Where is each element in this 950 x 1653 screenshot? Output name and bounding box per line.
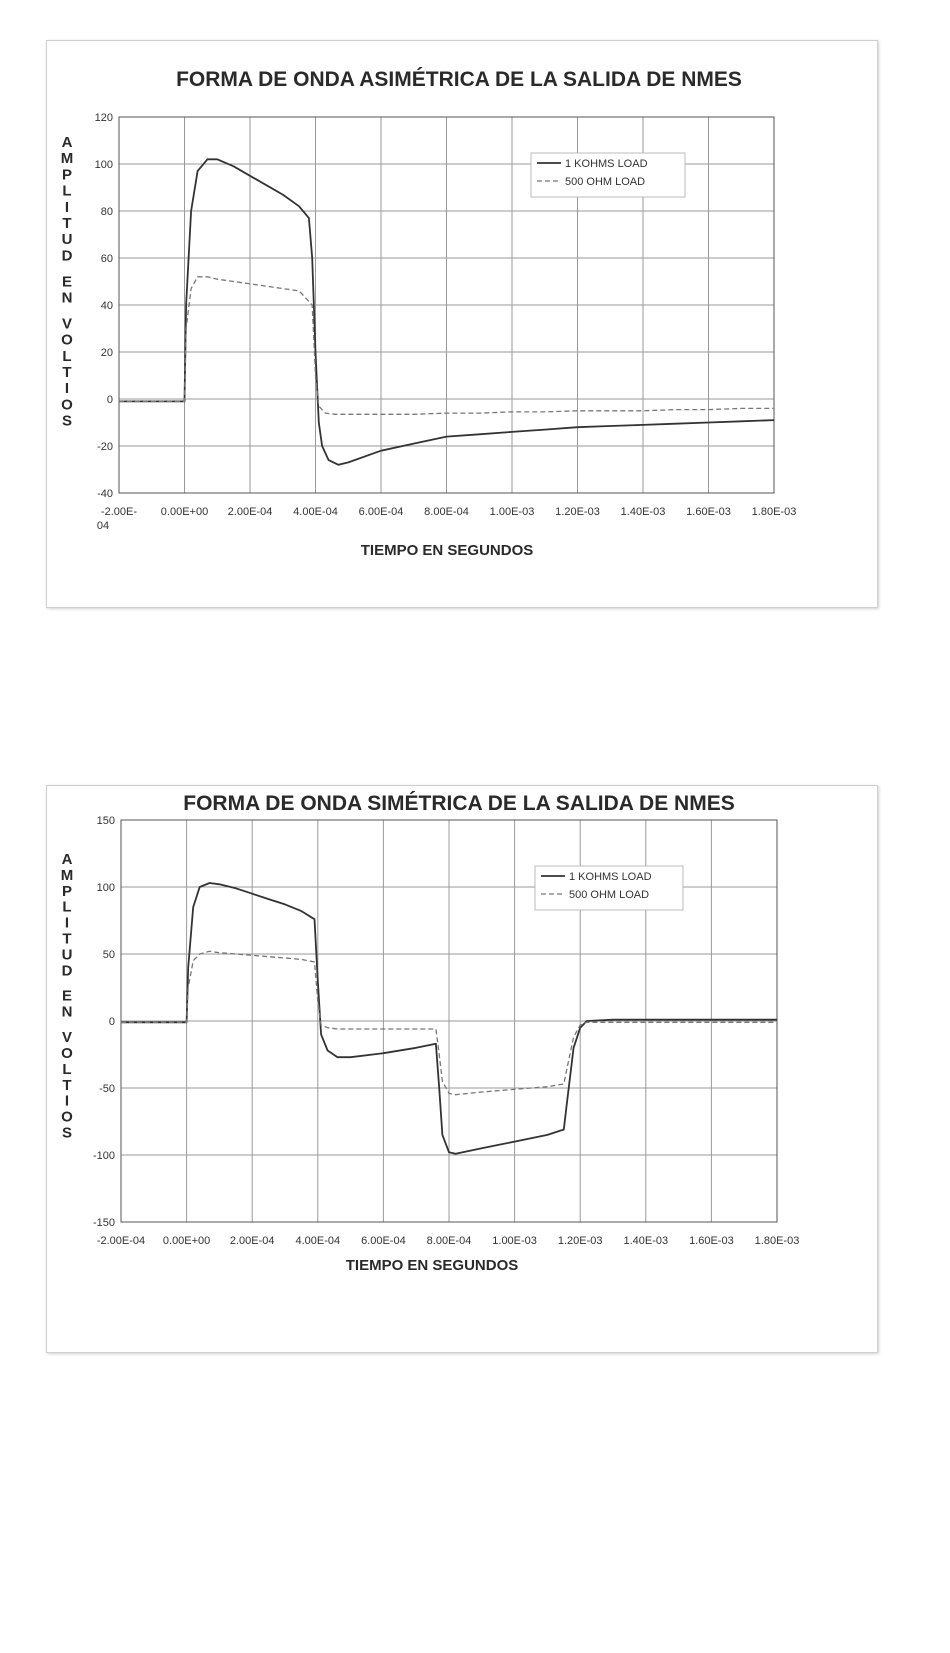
y-tick-label: 60 xyxy=(100,253,113,265)
y-axis-label-char: T xyxy=(62,364,72,382)
y-axis-label-char: D xyxy=(61,247,73,265)
chart-title: FORMA DE ONDA SIMÉTRICA DE LA SALIDA DE NMES xyxy=(183,792,735,815)
x-tick-label: 0.00E+00 xyxy=(160,506,209,518)
x-tick-label: 1.80E-03 xyxy=(754,1235,800,1247)
x-tick-label: 1.00E-03 xyxy=(492,1235,537,1247)
y-tick-label: 120 xyxy=(94,112,113,124)
y-axis-label-char: T xyxy=(62,930,72,948)
x-tick-label: 1.20E-03 xyxy=(555,506,600,518)
y-axis-label-char: E xyxy=(61,987,73,1005)
y-axis-label-char: M xyxy=(60,150,74,168)
chart-panel-asymmetric xyxy=(46,40,878,608)
y-axis-label-char: T xyxy=(62,215,72,232)
y-tick-label: 80 xyxy=(100,206,113,218)
y-axis-label-char: I xyxy=(64,380,70,398)
x-tick-label: 2.00E-04 xyxy=(227,506,273,518)
y-axis-label-char: S xyxy=(61,412,73,430)
legend xyxy=(531,153,685,197)
y-tick-label: -40 xyxy=(97,488,113,500)
y-axis-label-char: V xyxy=(61,315,73,333)
y-axis-label-char: I xyxy=(64,1092,70,1110)
x-tick-label: 0.00E+00 xyxy=(162,1235,211,1247)
y-axis-label-char: U xyxy=(61,946,73,964)
y-axis-label-char: A xyxy=(61,851,73,868)
y-axis-label-char: A xyxy=(61,134,73,151)
y-axis-label-char: I xyxy=(64,914,70,932)
y-axis-label-char: V xyxy=(61,1029,73,1047)
y-axis-label-char: O xyxy=(61,1044,73,1062)
y-axis-label-char: S xyxy=(61,1124,73,1142)
x-tick-label: 1.60E-03 xyxy=(686,506,731,518)
legend-label: 1 KOHMS LOAD xyxy=(569,871,652,883)
x-tick-label: 1.00E-03 xyxy=(489,506,535,518)
y-axis-label-char: O xyxy=(61,331,73,349)
y-axis-label-char: T xyxy=(62,1076,72,1094)
legend-label: 500 OHM LOAD xyxy=(569,889,650,901)
y-axis-label-char: D xyxy=(61,962,73,980)
legend xyxy=(535,866,683,910)
y-tick-label: 40 xyxy=(100,300,113,312)
x-tick-label: 1.20E-03 xyxy=(557,1235,603,1247)
y-tick-label: -50 xyxy=(99,1083,115,1095)
x-tick-label: 8.00E-04 xyxy=(426,1235,472,1247)
legend-label: 1 KOHMS LOAD xyxy=(565,158,648,170)
y-axis-label-char: E xyxy=(61,273,73,291)
y-axis-label-char: L xyxy=(62,347,72,365)
x-tick-label: 6.00E-04 xyxy=(361,1235,406,1247)
y-axis-label-char: M xyxy=(60,866,74,884)
y-axis-label-char: O xyxy=(61,1108,73,1126)
x-tick-label: 4.00E-04 xyxy=(293,506,338,518)
x-tick-label: 1.80E-03 xyxy=(751,506,797,518)
y-tick-label: 20 xyxy=(100,347,113,359)
y-axis-label xyxy=(61,851,74,1141)
chart-asymmetric xyxy=(47,41,877,607)
x-tick-label: -2.00E-04 xyxy=(96,1235,146,1247)
x-tick-label: 2.00E-04 xyxy=(229,1235,275,1247)
y-axis-label-char: O xyxy=(61,396,73,414)
x-tick-label: -2.00E-04 xyxy=(96,506,138,532)
y-tick-label: -20 xyxy=(97,441,113,453)
y-axis-label-char: L xyxy=(62,898,72,916)
x-tick-label: 1.60E-03 xyxy=(689,1235,734,1247)
y-axis-label-char: P xyxy=(61,882,73,900)
y-tick-label: 100 xyxy=(96,882,115,894)
x-axis-label: TIEMPO EN SEGUNDOS xyxy=(360,542,534,559)
y-tick-label: 0 xyxy=(108,1016,115,1028)
y-axis-label-char: I xyxy=(64,198,70,216)
y-tick-label: 0 xyxy=(106,394,113,406)
x-tick-label: 6.00E-04 xyxy=(358,506,404,518)
chart-symmetric xyxy=(47,786,877,1352)
chart-panel-symmetric xyxy=(46,785,878,1353)
y-axis-label-char: L xyxy=(62,1060,72,1078)
legend-label: 500 OHM LOAD xyxy=(565,176,646,188)
x-axis-label: TIEMPO EN SEGUNDOS xyxy=(345,1257,519,1274)
y-axis-label xyxy=(61,134,74,430)
y-axis-label-char: N xyxy=(61,289,73,307)
x-tick-label: 4.00E-04 xyxy=(295,1235,341,1247)
x-tick-label: 1.40E-03 xyxy=(620,506,666,518)
x-tick-label: 8.00E-04 xyxy=(424,506,469,518)
y-tick-label: 100 xyxy=(94,159,113,171)
y-axis-label-char: L xyxy=(62,182,72,200)
y-axis-label-char: P xyxy=(61,166,73,184)
y-tick-label: 150 xyxy=(96,815,115,827)
x-tick-label: 1.40E-03 xyxy=(623,1235,669,1247)
y-tick-label: -150 xyxy=(92,1217,115,1229)
y-tick-label: -100 xyxy=(92,1150,115,1162)
y-axis-label-char: N xyxy=(61,1003,73,1021)
y-tick-label: 50 xyxy=(102,949,115,961)
chart-title: FORMA DE ONDA ASIMÉTRICA DE LA SALIDA DE NMES xyxy=(176,68,742,91)
y-axis-label-char: U xyxy=(61,231,73,249)
